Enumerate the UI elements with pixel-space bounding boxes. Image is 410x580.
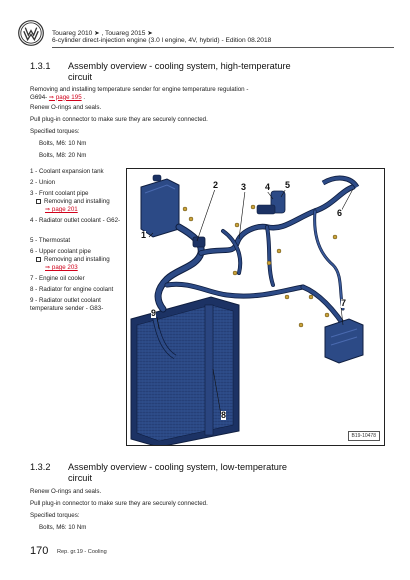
header-engine-line: 6-cylinder direct-injection engine (3.0 l engine, 4V, hybrid) - Edition 08.2018 [52,37,272,44]
header-model-line: Touareg 2010 ➤ , Touareg 2015 ➤ [52,30,153,37]
expansion-tank [141,175,179,237]
legend-item-8: 8 - Radiator for engine coolant [30,286,114,293]
cooling-system-drawing [127,169,385,446]
callout-6: 6 [337,208,343,218]
section-heading-1-3-2 [30,462,288,486]
callout-8: 8 [221,410,227,420]
legend-item-5: 5 - Thermostat [30,237,71,244]
radiator [131,297,239,446]
callout-4: 4 [265,182,271,192]
intro-end: . [81,93,86,101]
legend-item-2: 2 - Union [30,179,56,186]
torques-label-2: Specified torques: [30,512,80,519]
legend-item-6-sub: Removing and installing [36,256,110,264]
intro-paragraph [30,86,266,101]
note-orings-2: Renew O-rings and seals. [30,488,102,495]
legend-item-9: 9 - Radiator outlet coolant temperature sender - G83- [30,297,104,312]
legend-item-6: 6 - Upper coolant pipe [30,248,91,255]
page-header [0,0,410,54]
legend-item-3: 3 - Front coolant pipe [30,190,89,197]
cooling-system-diagram [126,168,385,446]
legend-item-7: 7 - Engine oil cooler [30,275,85,282]
legend-item-4: 4 - Radiator outlet coolant - G62- [30,217,121,224]
vw-logo-icon [18,20,44,46]
callout-9: 9 [151,308,157,318]
engine-oil-cooler [325,319,363,363]
legend-item-1: 1 - Coolant expansion tank [30,168,104,175]
callout-5: 5 [285,180,291,190]
note-connector: Pull plug-in connector to make sure they are securely connected. [30,116,208,123]
header-divider [52,47,394,48]
callout-2: 2 [213,180,219,190]
page-number: 170 [30,545,49,557]
torque-m6-2: Bolts, M6: 10 Nm [39,524,87,531]
intro-text: Removing and installing temperature sender for engine temperature regulation - G694- [30,86,249,101]
torques-label: Specified torques: [30,128,80,135]
callout-7: 7 [341,298,347,308]
note-connector-2: Pull plug-in connector to make sure they are securely connected. [30,500,208,507]
section-title: Assembly overview - cooling system, low-temperature circuit [68,462,288,483]
legend-item-3-sub: Removing and installing [36,198,110,206]
torque-m6: Bolts, M6: 10 Nm [39,140,87,147]
union-part [193,237,205,247]
checkbox-bullet-icon [36,199,41,204]
page-203-link[interactable]: ⇒ page 203 [45,264,78,271]
thermostat [257,191,285,214]
section-number: 1.3.2 [30,462,51,472]
checkbox-bullet-icon [36,257,41,262]
note-orings: Renew O-rings and seals. [30,104,102,111]
callout-3: 3 [241,182,247,192]
page-195-link[interactable]: ⇒ page 195 [48,93,82,101]
section-number: 1.3.1 [30,61,51,71]
figure-id-label: B19-10478 [348,431,380,441]
page-201-link[interactable]: ⇒ page 201 [45,206,78,213]
section-title: Assembly overview - cooling system, high-temperature circuit [68,61,291,82]
repair-group-label: Rep. gr.19 - Cooling [57,549,107,555]
torque-m8: Bolts, M8: 20 Nm [39,152,87,159]
section-heading-1-3-1 [30,61,291,85]
callout-1: 1 [141,230,147,240]
